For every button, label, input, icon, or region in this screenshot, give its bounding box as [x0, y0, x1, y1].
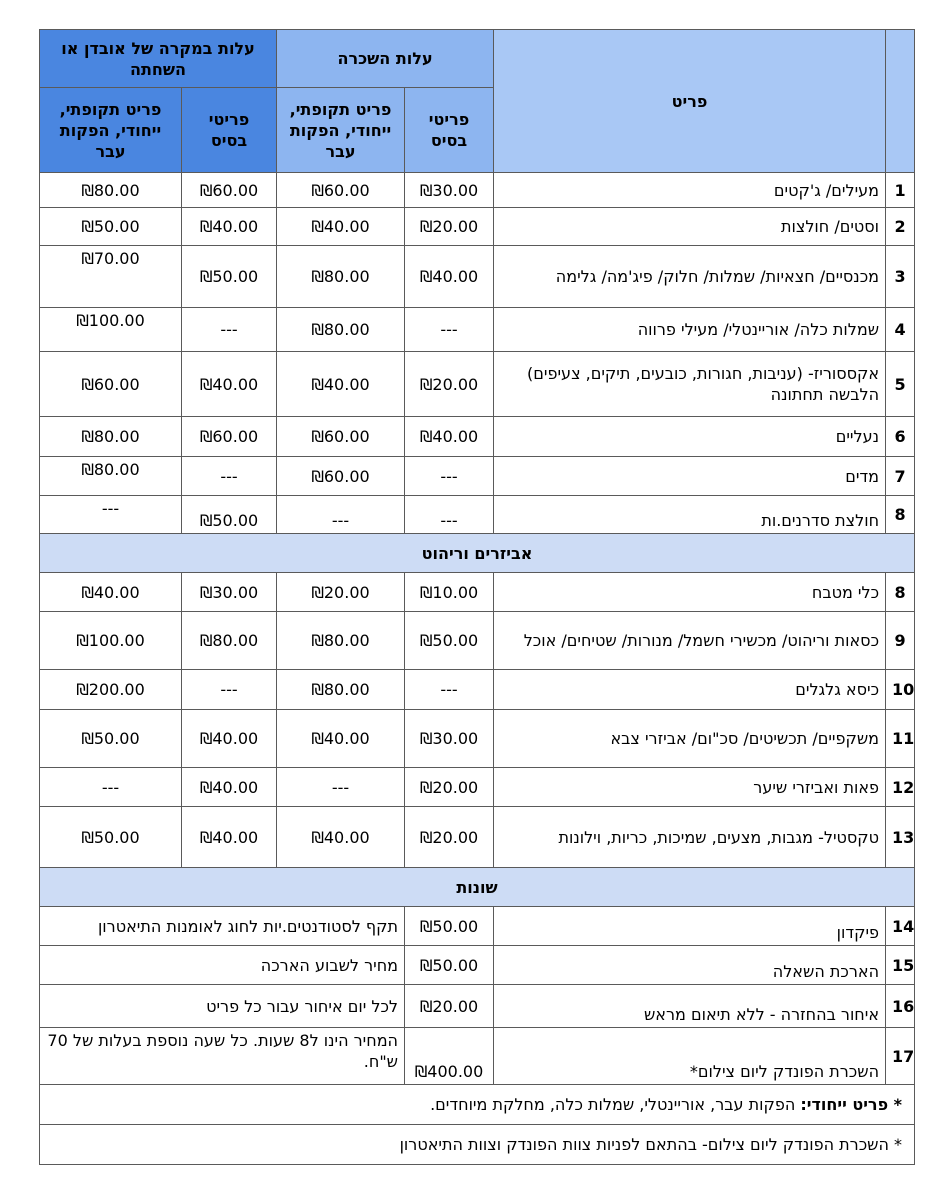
row-number-cell: 1 — [886, 173, 915, 208]
item-name-cell: כסאות וריהוט/ מכשירי חשמל/ מנורות/ שטיחים/ אוכל — [494, 612, 886, 670]
section-row — [40, 534, 915, 573]
note-cell: מחיר לשבוע הארכה — [40, 946, 405, 985]
note-cell: המחיר הינו ל8 שעות. כל שעה נוספת בעלות של 70 ש"ח. — [40, 1028, 405, 1085]
table-row — [40, 173, 915, 208]
rent-special-cell: --- — [277, 496, 405, 534]
item-name-cell: פאות ואביזרי שיער — [494, 768, 886, 807]
item-name-cell: כיסא גלגלים — [494, 670, 886, 710]
row-number-cell: 6 — [886, 417, 915, 457]
inn-footnote: * השכרת הפונדק ליום צילום- בהתאם לפניות צוות הפונדק וצוות התיאטרון — [40, 1125, 915, 1165]
row-number-cell: 5 — [886, 352, 915, 417]
row-number-cell: 2 — [886, 208, 915, 246]
row-number-cell: 16 — [886, 985, 915, 1028]
item-name-cell: מדים — [494, 457, 886, 496]
rent-basic-cell: ₪40.00 — [405, 417, 494, 457]
item-name-cell: מכנסיים/ חצאיות/ שמלות/ חלוק/ פיג'מה/ גלימה — [494, 246, 886, 308]
loss-cost-header: עלות במקרה של אובדן או השחתה — [40, 30, 277, 88]
rent-special-cell: ₪40.00 — [277, 710, 405, 768]
loss-special-cell: ₪100.00 — [40, 612, 182, 670]
row-number-cell: 15 — [886, 946, 915, 985]
loss-basic-cell: ₪60.00 — [182, 173, 277, 208]
loss-special-cell: ₪60.00 — [40, 352, 182, 417]
item-name-cell: נעליים — [494, 417, 886, 457]
loss-special-cell: --- — [40, 768, 182, 807]
row-number-cell: 13 — [886, 807, 915, 868]
table-row — [40, 768, 915, 807]
table-row — [40, 946, 915, 985]
footnote-text: הפקות עבר, אוריינטלי, שמלות כלה, מחלקת מיוחדים. — [430, 1095, 801, 1114]
table-row — [40, 457, 915, 496]
loss-basic-cell: ₪40.00 — [182, 768, 277, 807]
note-cell: תקף לסטודנטים.יות לחוג לאומנות התיאטרון — [40, 907, 405, 946]
price-cell: ₪50.00 — [405, 946, 494, 985]
rent-basic-cell: ₪30.00 — [405, 173, 494, 208]
item-name-cell: וסטים/ חולצות — [494, 208, 886, 246]
rent-special-cell: --- — [277, 768, 405, 807]
rent-basic-cell: ₪50.00 — [405, 612, 494, 670]
rent-basic-cell: ₪20.00 — [405, 208, 494, 246]
row-number-cell: 8 — [886, 496, 915, 534]
row-number-cell: 8 — [886, 573, 915, 612]
rent-basic-cell: --- — [405, 670, 494, 710]
item-name-cell: משקפיים/ תכשיטים/ סכ"ום/ אביזרי צבא — [494, 710, 886, 768]
loss-basic-cell: ₪60.00 — [182, 417, 277, 457]
loss-special-cell: ₪50.00 — [40, 208, 182, 246]
row-number-cell: 7 — [886, 457, 915, 496]
table-row — [40, 352, 915, 417]
row-number-cell: 10 — [886, 670, 915, 710]
rent-special-cell: ₪80.00 — [277, 246, 405, 308]
row-number-cell: 11 — [886, 710, 915, 768]
item-header: פריט — [494, 30, 886, 173]
row-number-cell: 3 — [886, 246, 915, 308]
item-name-cell: כלי מטבח — [494, 573, 886, 612]
item-name-cell: חולצת סדרנים.ות — [494, 496, 886, 534]
table-row — [40, 670, 915, 710]
rental-basic-header: פריטי בסיס — [405, 88, 494, 173]
price-cell: ₪400.00 — [405, 1028, 494, 1085]
loss-special-cell: ₪50.00 — [40, 710, 182, 768]
rent-basic-cell: ₪40.00 — [405, 246, 494, 308]
price-cell: ₪50.00 — [405, 907, 494, 946]
loss-basic-cell: --- — [182, 457, 277, 496]
number-header — [886, 30, 915, 173]
table-row — [40, 612, 915, 670]
loss-special-cell: ₪80.00 — [40, 417, 182, 457]
item-name-cell: אקססוריז- (עניבות, חגורות, כובעים, תיקים, צעיפים) הלבשה תחתונה — [494, 352, 886, 417]
row-number-cell: 14 — [886, 907, 915, 946]
rent-special-cell: ₪60.00 — [277, 173, 405, 208]
loss-basic-cell: ₪50.00 — [182, 496, 277, 534]
rent-special-cell: ₪20.00 — [277, 573, 405, 612]
rent-special-cell: ₪40.00 — [277, 807, 405, 868]
loss-special-cell: ₪100.00 — [40, 308, 182, 352]
table-row — [40, 208, 915, 246]
loss-special-cell: ₪50.00 — [40, 807, 182, 868]
rental-cost-header: עלות השכרה — [277, 30, 494, 88]
item-name-cell: הארכת השאלה — [494, 946, 886, 985]
rent-basic-cell: ₪10.00 — [405, 573, 494, 612]
rent-basic-cell: ₪30.00 — [405, 710, 494, 768]
footnote-label: * פריט ייחודי: — [800, 1095, 903, 1114]
item-name-cell: מעילים/ ג'קטים — [494, 173, 886, 208]
table-row — [40, 985, 915, 1028]
rent-special-cell: ₪80.00 — [277, 308, 405, 352]
table-row — [40, 573, 915, 612]
rent-special-cell: ₪40.00 — [277, 352, 405, 417]
loss-basic-cell: ₪30.00 — [182, 573, 277, 612]
rent-special-cell: ₪60.00 — [277, 457, 405, 496]
rent-basic-cell: ₪20.00 — [405, 352, 494, 417]
row-number-cell: 17 — [886, 1028, 915, 1085]
loss-special-header: פריט תקופתי, ייחודי, הפקות עבר — [40, 88, 182, 173]
props-section-header: אביזרים וריהוט — [40, 534, 915, 573]
loss-basic-cell: ₪40.00 — [182, 710, 277, 768]
rent-basic-cell: --- — [405, 457, 494, 496]
table-row — [40, 417, 915, 457]
table-row — [40, 710, 915, 768]
table-row — [40, 807, 915, 868]
item-name-cell: טקסטיל- מגבות, מצעים, שמיכות, כריות, וילונות — [494, 807, 886, 868]
section-row — [40, 868, 915, 907]
table-row — [40, 496, 915, 534]
price-cell: ₪20.00 — [405, 985, 494, 1028]
loss-special-cell: ₪80.00 — [40, 457, 182, 496]
loss-special-cell: --- — [40, 496, 182, 534]
row-number-cell: 12 — [886, 768, 915, 807]
loss-special-cell: ₪70.00 — [40, 246, 182, 308]
loss-special-cell: ₪80.00 — [40, 173, 182, 208]
special-item-footnote — [40, 1085, 915, 1125]
rent-basic-cell: --- — [405, 496, 494, 534]
rent-basic-cell: --- — [405, 308, 494, 352]
rent-special-cell: ₪40.00 — [277, 208, 405, 246]
table-row — [40, 246, 915, 308]
rent-special-cell: ₪80.00 — [277, 670, 405, 710]
loss-basic-cell: ₪40.00 — [182, 807, 277, 868]
rent-basic-cell: ₪20.00 — [405, 807, 494, 868]
item-name-cell: שמלות כלה/ אוריינטלי/ מעילי פרווה — [494, 308, 886, 352]
loss-basic-cell: ₪40.00 — [182, 208, 277, 246]
table-row — [40, 308, 915, 352]
loss-basic-header: פריטי בסיס — [182, 88, 277, 173]
item-name-cell: השכרת הפונדק ליום צילום* — [494, 1028, 886, 1085]
misc-section-header: שונות — [40, 868, 915, 907]
loss-basic-cell: --- — [182, 670, 277, 710]
rent-basic-cell: ₪20.00 — [405, 768, 494, 807]
table-row — [40, 907, 915, 946]
note-cell: לכל יום איחור עבור כל פריט — [40, 985, 405, 1028]
rental-special-header: פריט תקופתי, ייחודי, הפקות עבר — [277, 88, 405, 173]
loss-special-cell: ₪40.00 — [40, 573, 182, 612]
row-number-cell: 9 — [886, 612, 915, 670]
footnote-row — [40, 1085, 915, 1125]
loss-basic-cell: ₪50.00 — [182, 246, 277, 308]
loss-basic-cell: ₪80.00 — [182, 612, 277, 670]
item-name-cell: איחור בהחזרה - ללא תיאום מראש — [494, 985, 886, 1028]
price-table — [39, 29, 915, 1165]
rent-special-cell: ₪60.00 — [277, 417, 405, 457]
table-row — [40, 1028, 915, 1085]
loss-basic-cell: --- — [182, 308, 277, 352]
loss-basic-cell: ₪40.00 — [182, 352, 277, 417]
loss-special-cell: ₪200.00 — [40, 670, 182, 710]
row-number-cell: 4 — [886, 308, 915, 352]
item-name-cell: פיקדון — [494, 907, 886, 946]
rent-special-cell: ₪80.00 — [277, 612, 405, 670]
footnote-row — [40, 1125, 915, 1165]
